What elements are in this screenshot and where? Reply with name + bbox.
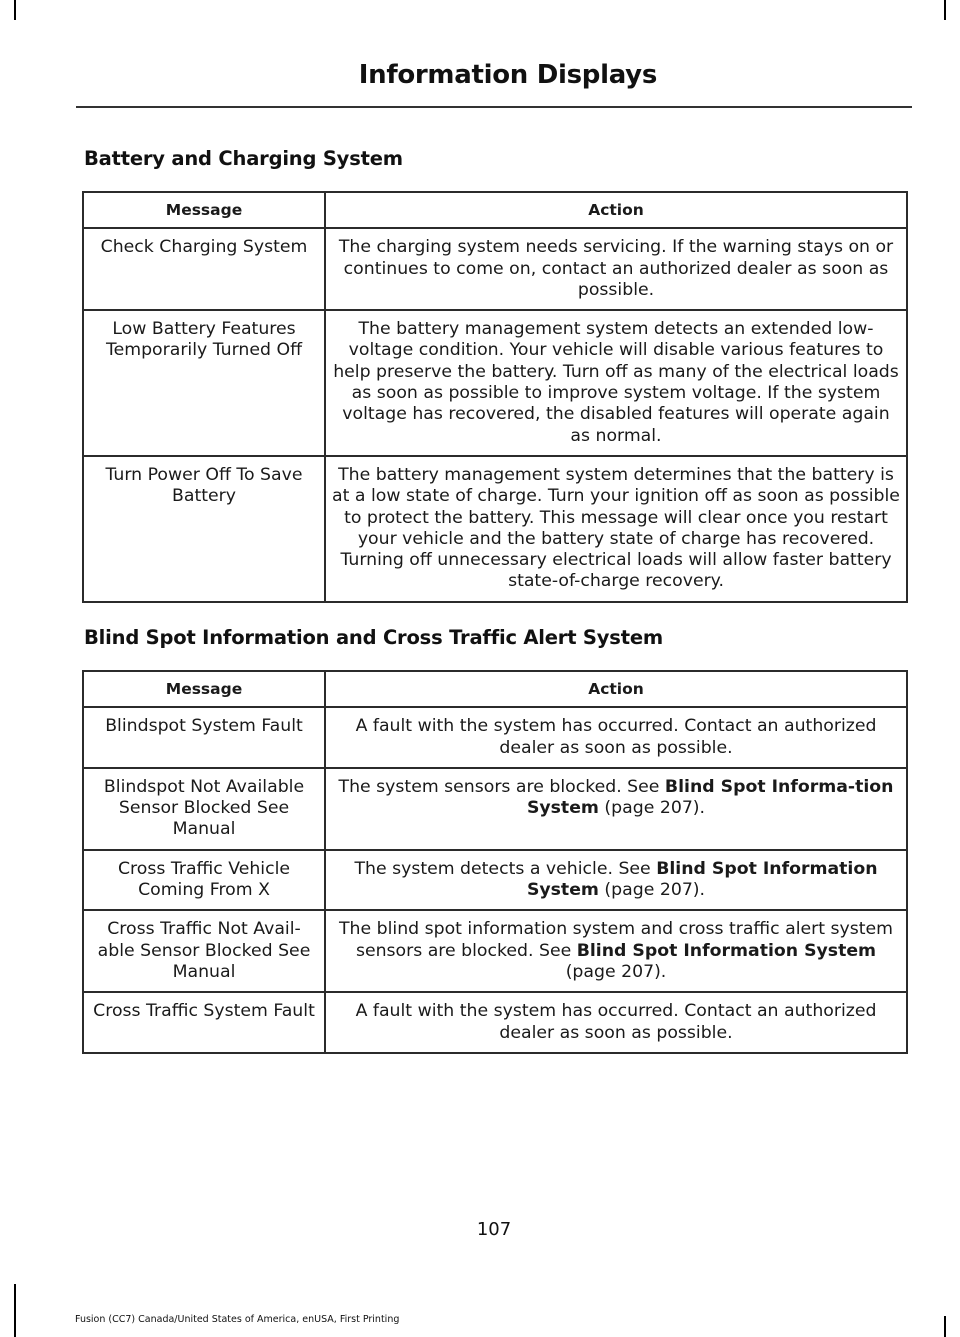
action-cell: The battery management system determines that the battery is at a low state of charge. Turn your ignition off as soon as possible to protect the battery. This message will clear once you restart your vehicle and the battery state of charge has recovered. Turning off unnecessary electrical loads will allow faster battery state-of-charge recovery. [325,456,907,602]
action-cell: A fault with the system has occurred. Contact an authorized dealer as soon as possible. [325,992,907,1053]
action-cell [325,850,907,911]
action-cell: The battery management system detects an extended low-voltage condition. Your vehicle will disable various features to help preserve the battery. Turn off as many of the electrical loads as soon as possible to improve system voltage. If the system voltage has recovered, the disabled features will operate again as normal. [325,310,907,456]
message-cell: Cross Traffic System Fault [83,992,325,1053]
table-row [83,850,907,911]
column-header-message: Message [83,192,325,228]
page-reference: (page 207). [598,880,706,901]
action-cell: A fault with the system has occurred. Contact an authorized dealer as soon as possible. [325,707,907,768]
table-header-row [83,192,907,228]
action-text: The blind spot information system and cross traffic alert system sensors are blocked. See [339,919,893,961]
message-cell: Turn Power Off To Save Battery [83,456,325,602]
message-cell: Blindspot System Fault [83,707,325,768]
page-header-title: Information Displays [358,60,657,90]
battery-messages-table [82,191,908,603]
section-heading-battery: Battery and Charging System [84,147,403,170]
table-row [83,310,907,456]
crop-mark-top-right [944,0,946,20]
table-row [83,456,907,602]
cross-reference-link[interactable]: Blind Spot Informa-tion System [526,776,894,819]
footer-edition-text: Fusion (CC7) Canada/United States of America, enUSA, First Printing [75,1314,400,1325]
table-row [83,707,907,768]
crop-mark-top-left [14,0,16,20]
cross-reference-link[interactable]: Blind Spot Information System [576,940,877,961]
message-cell: Blindspot Not Available Sensor Blocked See Manual [83,768,325,850]
section-heading-blind-spot: Blind Spot Information and Cross Traffic Alert System [84,626,663,649]
action-text: The system detects a vehicle. See [354,858,657,879]
message-cell: Check Charging System [83,228,325,310]
action-cell: The charging system needs servicing. If the warning stays on or continues to come on, contact an authorized dealer as soon as possible. [325,228,907,310]
crop-mark-bottom-right [944,1316,946,1337]
page-reference: (page 207). [565,961,667,982]
message-cell: Cross Traffic Vehicle Coming From X [83,850,325,911]
column-header-action: Action [325,671,907,707]
header-divider [76,106,912,108]
page-number: 107 [476,1219,512,1240]
table-row [83,228,907,310]
message-cell: Cross Traffic Not Avail-able Sensor Blocked See Manual [83,910,325,992]
table-row [83,992,907,1053]
column-header-message: Message [83,671,325,707]
column-header-action: Action [325,192,907,228]
cross-reference-link[interactable]: Blind Spot Information System [526,858,878,901]
table-row [83,768,907,850]
message-cell: Low Battery Features Temporarily Turned Off [83,310,325,456]
crop-mark-bottom-left [14,1284,16,1337]
action-cell [325,910,907,992]
action-cell [325,768,907,850]
blind-spot-messages-table [82,670,908,1054]
table-row [83,910,907,992]
action-text: The system sensors are blocked. See [338,776,665,797]
page-reference: (page 207). [598,798,706,819]
table-header-row [83,671,907,707]
